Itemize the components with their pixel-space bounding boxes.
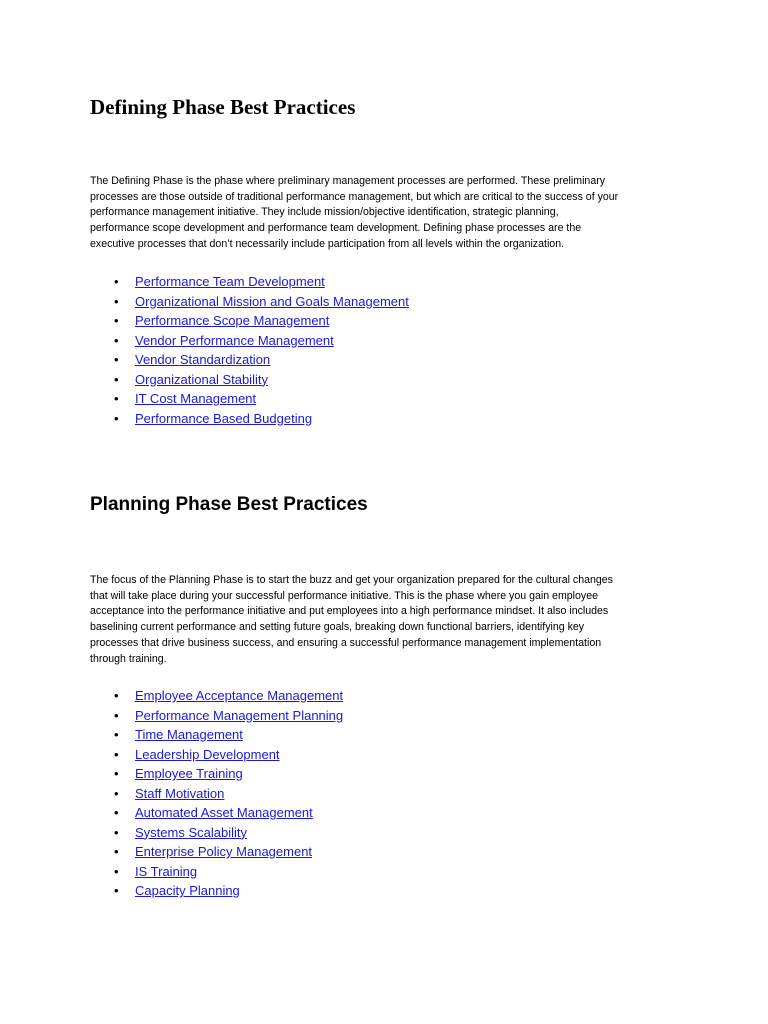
link-staff-motivation[interactable]: Staff Motivation bbox=[135, 785, 225, 801]
bullet-icon: • bbox=[114, 863, 119, 879]
link-systems-scalability[interactable]: Systems Scalability bbox=[135, 824, 247, 840]
link-organizational-mission-goals[interactable]: Organizational Mission and Goals Management bbox=[135, 293, 409, 309]
bullet-icon: • bbox=[114, 883, 119, 898]
link-is-training[interactable]: IS Training bbox=[135, 863, 198, 879]
defining-phase-heading: Defining Phase Best Practices bbox=[90, 95, 356, 119]
bullet-icon: • bbox=[114, 707, 119, 723]
link-automated-asset-management[interactable]: Automated Asset Management bbox=[135, 805, 313, 820]
bullet-icon: • bbox=[114, 824, 119, 840]
link-time-management[interactable]: Time Management bbox=[135, 727, 243, 742]
bullet-icon: • bbox=[114, 688, 119, 703]
paragraph-line: The focus of the Planning Phase is to start the buzz and get your organization prepared for the cultural changes bbox=[90, 574, 613, 586]
link-performance-based-budgeting[interactable]: Performance Based Budgeting bbox=[135, 410, 313, 426]
link-vendor-standardization[interactable]: Vendor Standardization bbox=[135, 352, 271, 367]
bullet-icon: • bbox=[114, 785, 119, 801]
link-it-cost-management[interactable]: IT Cost Management bbox=[135, 391, 257, 406]
bullet-icon: • bbox=[114, 274, 119, 289]
bullet-icon: • bbox=[114, 293, 119, 309]
bullet-icon: • bbox=[114, 410, 119, 426]
bullet-icon: • bbox=[114, 332, 119, 348]
link-leadership-development[interactable]: Leadership Development bbox=[135, 746, 280, 762]
paragraph-line: baselining current performance and setting future goals, breaking down functional barriers, identifying key bbox=[90, 621, 585, 634]
paragraph-line: through training. bbox=[90, 652, 167, 665]
planning-phase-paragraph bbox=[90, 573, 680, 667]
bullet-icon: • bbox=[114, 727, 119, 742]
link-enterprise-policy-management[interactable]: Enterprise Policy Management bbox=[135, 844, 313, 859]
paragraph-line: performance scope development and performance team development. Defining phase processes are the bbox=[90, 222, 582, 235]
link-organizational-stability[interactable]: Organizational Stability bbox=[135, 371, 268, 387]
bullet-icon: • bbox=[114, 352, 119, 367]
paragraph-line: that will take place during your successful performance initiative. This is the phase where you gain employee bbox=[90, 589, 598, 602]
bullet-icon: • bbox=[114, 746, 119, 762]
bullet-icon: • bbox=[114, 844, 119, 859]
link-performance-management-planning[interactable]: Performance Management Planning bbox=[135, 707, 344, 723]
link-employee-acceptance-management[interactable]: Employee Acceptance Management bbox=[135, 688, 344, 703]
paragraph-line: acceptance into the performance initiative and put employees into a high performance mindset. It also includes bbox=[90, 605, 609, 618]
bullet-icon: • bbox=[114, 371, 119, 387]
link-performance-team-development[interactable]: Performance Team Development bbox=[135, 274, 325, 289]
paragraph-line: The Defining Phase is the phase where preliminary management processes are performed. These preliminary bbox=[90, 175, 606, 187]
bullet-icon: • bbox=[114, 313, 119, 328]
defining-phase-paragraph bbox=[90, 174, 680, 253]
bullet-icon: • bbox=[114, 805, 119, 820]
link-vendor-performance-management[interactable]: Vendor Performance Management bbox=[135, 332, 334, 348]
paragraph-line: processes are those outside of traditional performance management, but which are critical to the success of your bbox=[90, 190, 619, 203]
planning-phase-heading: Planning Phase Best Practices bbox=[90, 494, 368, 515]
paragraph-line: executive processes that don’t necessarily include participation from all levels within the organization. bbox=[90, 237, 565, 250]
paragraph-line: processes that drive business success, and ensuring a successful performance management implementation bbox=[90, 636, 602, 649]
link-capacity-planning[interactable]: Capacity Planning bbox=[135, 883, 240, 898]
paragraph-line: performance management initiative. They include mission/objective identification, strategic planning, bbox=[90, 206, 559, 219]
link-employee-training[interactable]: Employee Training bbox=[135, 766, 243, 781]
bullet-icon: • bbox=[114, 766, 119, 781]
bullet-icon: • bbox=[114, 391, 119, 406]
link-performance-scope-management[interactable]: Performance Scope Management bbox=[135, 313, 330, 328]
